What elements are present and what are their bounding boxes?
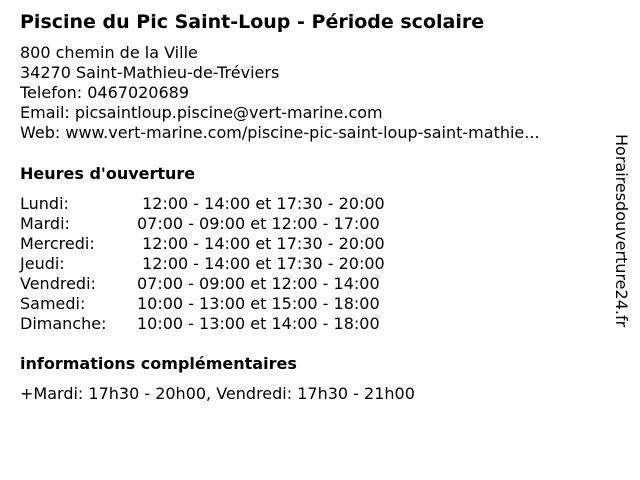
- time-range: 10:00 - 13:00 et 15:00 - 18:00: [137, 294, 380, 313]
- time-range: 12:00 - 14:00 et 17:30 - 20:00: [137, 234, 385, 253]
- day-label: Samedi:: [20, 294, 86, 313]
- hours-heading: Heures d'ouverture: [20, 164, 196, 183]
- watermark-text: Horairesdouverture24.fr: [612, 134, 631, 328]
- day-label: Lundi:: [20, 194, 69, 213]
- day-label: Mardi:: [20, 214, 70, 233]
- hours-row: [20, 234, 385, 254]
- street-address: 800 chemin de la Ville: [20, 43, 198, 62]
- day-label: Mercredi:: [20, 234, 95, 253]
- day-label: Dimanche:: [20, 314, 107, 333]
- hours-row: [20, 214, 385, 234]
- time-range: 07:00 - 09:00 et 12:00 - 14:00: [137, 274, 380, 293]
- time-range: 12:00 - 14:00 et 17:30 - 20:00: [137, 194, 385, 213]
- hours-row: [20, 274, 385, 294]
- info-heading: informations complémentaires: [20, 354, 297, 373]
- time-range: 10:00 - 13:00 et 14:00 - 18:00: [137, 314, 380, 333]
- hours-row: [20, 294, 385, 314]
- address-block: [20, 43, 540, 143]
- page-title: Piscine du Pic Saint-Loup - Période scolaire: [20, 11, 485, 33]
- time-range: 12:00 - 14:00 et 17:30 - 20:00: [137, 254, 385, 273]
- phone-number: Telefon: 0467020689: [20, 83, 190, 102]
- email-address: Email: picsaintloup.piscine@vert-marine.com: [20, 103, 383, 122]
- city-address: 34270 Saint-Mathieu-de-Tréviers: [20, 63, 280, 82]
- info-text: +Mardi: 17h30 - 20h00, Vendredi: 17h30 - 21h00: [20, 384, 415, 403]
- time-range: 07:00 - 09:00 et 12:00 - 17:00: [137, 214, 380, 233]
- day-label: Jeudi:: [20, 254, 65, 273]
- hours-row: [20, 254, 385, 274]
- opening-hours-table: [20, 194, 385, 334]
- hours-row: [20, 314, 385, 334]
- day-label: Vendredi:: [20, 274, 96, 293]
- hours-row: [20, 194, 385, 214]
- website-link[interactable]: Web: www.vert-marine.com/piscine-pic-saint-loup-saint-mathie...: [20, 123, 540, 142]
